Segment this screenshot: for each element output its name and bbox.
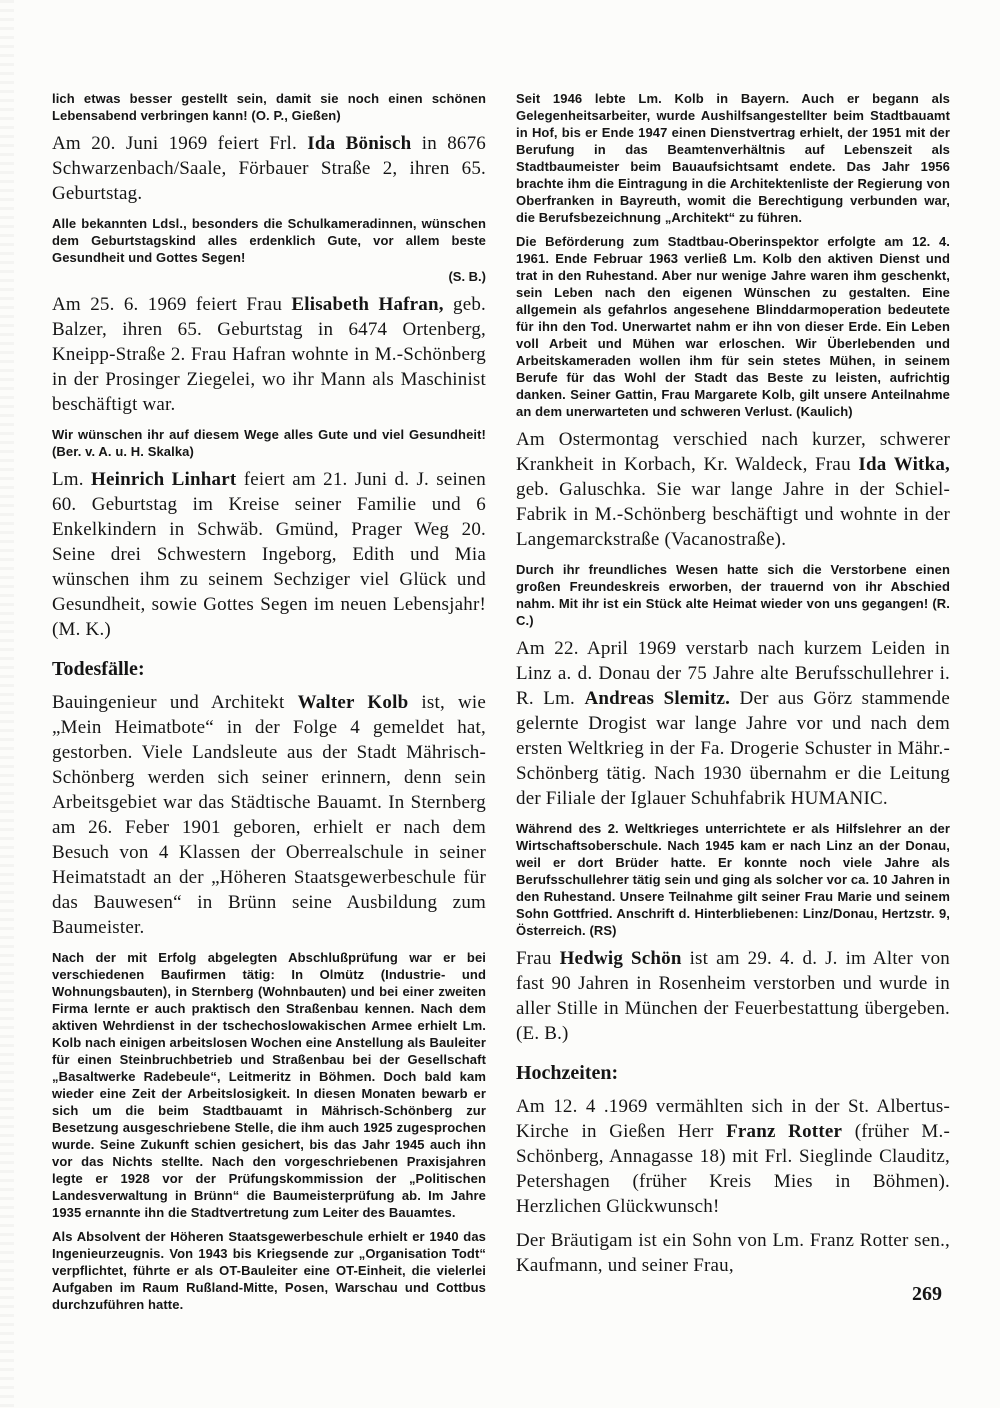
text-segment: ist, wie „Mein Heimatbote“ in der Folge 4 gemeldet hat, gestorben. Viele Landsleute aus der Stadt Mährisch-Schönberg werden sich seiner erinnern, denn sein Arbeitsgebiet war das Städtische Bauamt. In Sternberg am 26. Feber 1901 geboren, erhielt er nach dem Besuch von 4 Klassen der Oberrealschule in seiner Heimatstadt an der „Höheren Staatsgewerbeschule für das Bauwesen“ in Brünn seine Ausbildung zum Baumeister. (52, 692, 487, 938)
paragraph (516, 636, 950, 811)
paragraph (516, 427, 950, 552)
text-segment: (früher M.-Schönberg, Annagasse 18) mit Frl. Sieglinde Clauditz, Petershagen (früher Kreis Mies in Böhmen). Herzlichen Glückwunsch! (516, 1121, 950, 1217)
paragraph (52, 131, 486, 206)
paragraph (516, 1094, 950, 1219)
emphasized-name: Franz Rotter (726, 1121, 843, 1142)
text-segment: Nach der mit Erfolg abgelegten Abschlußprüfung war er bei verschiedenen Baufirmen tätig: In Olmütz (Industrie- und Wohnungsbauten), in Sternberg (Wohnbauten) und bei einer zweiten Firma lernte er auch praktisch den Straßenbau kennen. Nach dem aktiven Wehrdienst in der tschechoslowakischen Armee erhielt Lm. Kolb nach einigen arbeitslosen Wochen eine Anstellung als Bauleiter für einen Steinbruchbetrieb und Straßenbau bei der Gesellschaft „Basaltwerke Radebeule“, Leitmeritz in Böhmen. Doch bald kam wieder eine Zeit der Arbeitslosigkeit. In diesen Monaten bewarb er sich um die beim Stadtbauamt in Mährisch-Schönberg zur Besetzung ausgeschriebene Stelle, die ihm auch 1925 zugesprochen wurde. Seine Zukunft schien gesichert, bis das Jahr 1945 auch ihn vor das Nichts stellte. Nach den vorgeschriebenen Praxisjahren legte er 1928 vor der Prüfungskommission der „Politischen Landesverwaltung in Brünn“ die Baumeisterprüfung ab. Im Jahre 1935 ernannte ihn die Stadtvertretung zum Leiter des Bauamtes. (52, 950, 486, 1220)
text-segment: geb. Galuschka. Sie war lange Jahre in der Schiel-Fabrik in M.-Schönberg beschäftigt und wohnte in der Langemarckstraße (Vacanostraße). (516, 479, 950, 550)
paragraph (516, 561, 950, 629)
paragraph (516, 233, 950, 420)
text-segment: Während des 2. Weltkrieges unterrichtete er als Hilfslehrer an der Wirtschaftsoberschule. Nach 1945 kam er nach Linz an der Donau, weil er dort Brüder hatte. Er konnte noch viele Jahre als Berufsschullehrer tätig sein und ging als solcher vor ca. 10 Jahren in den Ruhestand. Unsere Teilnahme gilt seiner Frau Marie und seinem Sohn Gottfried. Anschrift d. Hinterbliebenen: Linz/Donau, Hertzstr. 9, Österreich. (RS) (516, 821, 950, 938)
text-segment: geb. Balzer, ihren 65. Geburtstag in 6474 Ortenberg, Kneipp-Straße 2. Frau Hafran wohnte in M.-Schönberg in der Prosinger Ziegelei, wo ihr Mann als Maschinist beschäftigt war. (52, 294, 487, 415)
section-heading (516, 1060, 950, 1086)
text-segment: Wir wünschen ihr auf diesem Wege alles Gute und viel Gesundheit! (Ber. v. A. u. H. Skalka) (52, 427, 486, 459)
text-columns (52, 90, 950, 1320)
paragraph (52, 426, 486, 460)
scan-edge-artifact (0, 0, 14, 1408)
paragraph (52, 1228, 486, 1313)
emphasized-name: Ida Bönisch (307, 133, 412, 154)
paragraph (52, 467, 486, 642)
page-number: 269 (912, 1283, 942, 1305)
emphasized-name: Hochzeiten: (516, 1062, 619, 1084)
text-segment: Lm. (52, 469, 92, 490)
text-segment: Durch ihr freundliches Wesen hatte sich die Verstorbene einen großen Freundeskreis erworben, der trauernd von ihr Abschied nahm. Mit ihr ist ein Stück alte Heimat wieder von uns gegangen! (R. C.) (516, 562, 950, 628)
paragraph (516, 1228, 950, 1278)
paragraph (516, 820, 950, 939)
text-segment: Am 20. Juni 1969 feiert Frl. (52, 133, 308, 154)
text-segment: Bauingenieur und Architekt (52, 692, 298, 713)
paragraph (52, 215, 486, 266)
text-segment: feiert am 21. Juni d. J. seinen 60. Geburtstag im Kreise seiner Familie und 6 Enkelkindern in Schwäb. Gmünd, Prager Weg 20. Seine drei Schwestern Ingeborg, Edith und Mia wünschen ihm zu seinem Sechziger viel Glück und Gesundheit, sowie Gottes Segen im neuen Lebensjahr! (M. K.) (52, 469, 487, 640)
emphasized-name: Walter Kolb (297, 692, 409, 713)
emphasized-name: Todesfälle: (52, 658, 145, 680)
text-segment: Alle bekannten Ldsl., besonders die Schulkameradinnen, wünschen dem Geburtstagskind alles erdenklich Gute, vor allem beste Gesundheit und Gottes Segen! (52, 216, 486, 265)
paragraph (52, 90, 486, 124)
section-heading (52, 656, 486, 682)
text-segment: Am 22. April 1969 verstarb nach kurzem Leiden in Linz a. d. Donau der 75 Jahre alte Berufsschullehrer i. R. Lm. (516, 638, 950, 709)
text-segment: Am 25. 6. 1969 feiert Frau (52, 294, 292, 315)
emphasized-name: Ida Witka, (858, 454, 951, 475)
text-segment: Seit 1946 lebte Lm. Kolb in Bayern. Auch er begann als Gelegenheitsarbeiter, wurde Aushilfsangestellter beim Stadtbauamt in Hof, bis er Ende 1947 einen Dienstvertrag erhielt, der 1951 mit der Berufung in das Beamtenverhältnis auf Lebenszeit als Stadtbaumeister beim Bauaufsichtsamt endete. Das Jahr 1956 brachte ihm die Eintragung in die Architektenliste der Regierung von Oberfranken in Bayreuth, womit die Berechtigung verbunden war, die Berufsbezeichnung „Architekt“ zu führen. (516, 91, 950, 225)
text-segment: Frau (516, 948, 560, 969)
right-column (516, 90, 950, 1287)
text-segment: ist am 29. 4. d. J. im Alter von fast 90 Jahren in Rosenheim verstorben und wurde in aller Stille in München der Feuerbestattung übergeben. (E. B.) (516, 948, 950, 1044)
text-segment: (S. B.) (448, 269, 486, 284)
text-segment: Der aus Görz stammende gelernte Drogist war lange Jahre vor und nach dem ersten Weltkrieg in der Fa. Drogerie Schuster in Mähr.-Schönberg tätig. Nach 1930 übernahm er die Leitung der Filiale der Iglauer Schuhfabrik HUMANIC. (516, 688, 950, 809)
paragraph (516, 946, 950, 1046)
paragraph (52, 268, 486, 285)
emphasized-name: Elisabeth Hafran, (291, 294, 444, 315)
paragraph (52, 949, 486, 1221)
text-segment: Der Bräutigam ist ein Sohn von Lm. Franz Rotter sen., Kaufmann, und seiner Frau, (516, 1230, 950, 1276)
paragraph (52, 690, 486, 940)
paragraph (516, 90, 950, 226)
emphasized-name: Heinrich Linhart (91, 469, 237, 490)
left-column (52, 90, 486, 1320)
text-segment: Die Beförderung zum Stadtbau-Oberinspektor erfolgte am 12. 4. 1961. Ende Februar 1963 verließ Lm. Kolb den aktiven Dienst und trat in den Ruhestand. Aber nur wenige Jahre waren ihm geschenkt, sein Leben nach den eigenen Wünschen zu gestalten. Eine allgemein als gefahrlos angesehene Blinddarmoperation bedeutete für ihn den Tod. Unerwartet nahm er ihn von dieser Erde. Ein Leben voll Arbeit und Mühen war erloschen. Wir Überlebenden und Arbeitskameraden wollen ihm für sein stetes Mühen, in seinem Berufe für das Wohl der Stadt das Beste zu leisten, aufrichtig danken. Seiner Gattin, Frau Margarete Kolb, gilt unsere Anteilnahme an dem unerwarteten und schweren Verlust. (Kaulich) (516, 234, 950, 419)
paragraph (52, 292, 486, 417)
emphasized-name: Hedwig Schön (559, 948, 682, 969)
emphasized-name: Andreas Slemitz. (584, 688, 731, 709)
text-segment: Am Ostermontag verschied nach kurzer, schwerer Krankheit in Korbach, Kr. Waldeck, Frau (516, 429, 950, 475)
text-segment: lich etwas besser gestellt sein, damit sie noch einen schönen Lebensabend verbringen kann! (O. P., Gießen) (52, 91, 486, 123)
text-segment: Als Absolvent der Höheren Staatsgewerbeschule erhielt er 1940 das Ingenieurzeugnis. Von 1943 bis Kriegsende zur „Organisation Todt“ verpflichtet, führte er als OT-Bauleiter eine OT-Einheit, die vielerlei Aufgaben im Raum Rußland-Mitte, Posen, Warschau und Cottbus durchzuführen hatte. (52, 1229, 486, 1312)
text-segment: Am 12. 4 .1969 vermählten sich in der St. Albertus-Kirche in Gießen Herr (516, 1096, 950, 1142)
text-segment: in 8676 Schwarzenbach/Saale, Förbauer Straße 2, ihren 65. Geburtstag. (52, 133, 486, 204)
